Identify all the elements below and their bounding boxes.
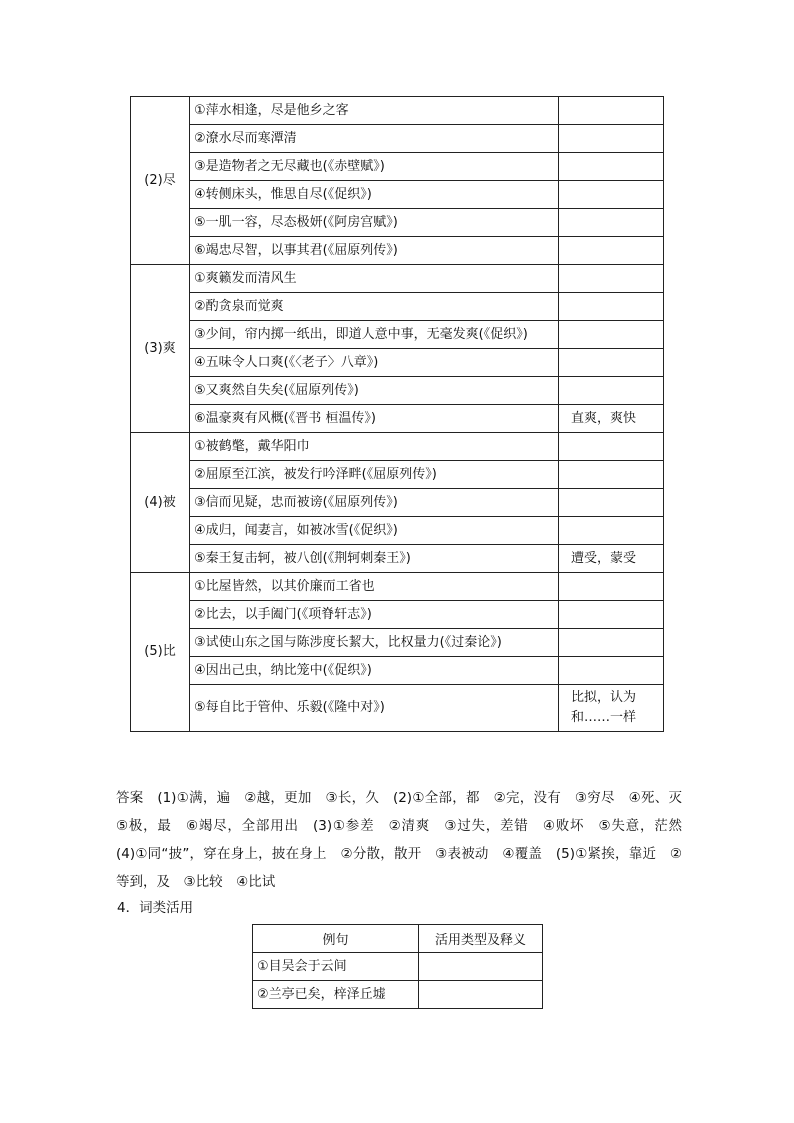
meaning-cell [559, 517, 664, 545]
example-sentence: ③是造物者之无尽藏也(《赤壁赋》) [190, 153, 559, 181]
table-row [131, 293, 664, 321]
example-sentence: ④转侧床头，惟思自尽(《促织》) [190, 181, 559, 209]
example-sentence: ③信而见疑，忠而被谤(《屈原列传》) [190, 489, 559, 517]
meaning-cell: 直爽，爽快 [559, 405, 664, 433]
table-row [131, 405, 664, 433]
example-sentence: ①爽籁发而清风生 [190, 265, 559, 293]
usage-cell [419, 981, 543, 1009]
table-row [131, 209, 664, 237]
example-sentence: ⑥竭忠尽智，以事其君(《屈原列传》) [190, 237, 559, 265]
example-sentence: ④成归，闻妻言，如被冰雪(《促织》) [190, 517, 559, 545]
meaning-cell [559, 433, 664, 461]
group-label: (3)爽 [131, 265, 190, 433]
table-row [131, 489, 664, 517]
table-row [131, 629, 664, 657]
table-row [253, 953, 543, 981]
table-row [131, 461, 664, 489]
meaning-cell [559, 153, 664, 181]
example-sentence: ④因出己虫，纳比笼中(《促织》) [190, 657, 559, 685]
meaning-cell [559, 237, 664, 265]
meaning-cell [559, 181, 664, 209]
table-row [131, 181, 664, 209]
column-header-example: 例句 [253, 925, 419, 953]
example-sentence: ③少间，帘内掷一纸出，即道人意中事，无毫发爽(《促织》) [190, 321, 559, 349]
meaning-cell [559, 97, 664, 125]
section-heading: 4．词类活用 [117, 900, 194, 916]
table-row [131, 321, 664, 349]
group-label: (5)比 [131, 573, 190, 732]
meaning-cell [559, 265, 664, 293]
table-row [131, 237, 664, 265]
example-sentence: ①目吴会于云间 [253, 953, 419, 981]
table-row [131, 573, 664, 601]
meaning-cell [559, 377, 664, 405]
table-row [131, 97, 664, 125]
example-sentence: ②酌贪泉而觉爽 [190, 293, 559, 321]
column-header-usage: 活用类型及释义 [419, 925, 543, 953]
example-sentence: ②兰亭已矣，梓泽丘墟 [253, 981, 419, 1009]
example-sentence: ⑤又爽然自失矣(《屈原列传》) [190, 377, 559, 405]
polysemy-table [130, 96, 664, 732]
table-row [131, 265, 664, 293]
table-row [131, 685, 664, 732]
table-row [131, 601, 664, 629]
table-row [131, 377, 664, 405]
table-row [131, 433, 664, 461]
example-sentence: ②比去，以手阖门(《项脊轩志》) [190, 601, 559, 629]
meaning-cell [559, 489, 664, 517]
meaning-cell [559, 321, 664, 349]
example-sentence: ④五味令人口爽(《〈老子〉八章》) [190, 349, 559, 377]
table-row [131, 125, 664, 153]
example-sentence: ⑤每自比于管仲、乐毅(《隆中对》) [190, 685, 559, 732]
example-sentence: ⑥温豪爽有风概(《晋书 桓温传》) [190, 405, 559, 433]
meaning-cell: 比拟，认为和……一样 [559, 685, 664, 732]
table-row [131, 153, 664, 181]
usage-cell [419, 953, 543, 981]
answer-paragraph: 答案 (1)①满，遍 ②越，更加 ③长，久 (2)①全部，都 ②完，没有 ③穷尽 ④死、灭 ⑤极，最 ⑥竭尽，全部用出 (3)①参差 ②清爽 ③过失，差错 ④败坏 ⑤失意，茫然 (4)①同“披”，穿在身上，披在身上 ②分散，散开 ③表被动 ④覆盖 (5)①紧挨，靠近 ②等到，及 ③比较 ④比试 [116, 790, 696, 890]
meaning-cell [559, 657, 664, 685]
conversion-table [252, 924, 543, 1009]
example-sentence: ⑤秦王复击轲，被八创(《荆轲刺秦王》) [190, 545, 559, 573]
meaning-cell [559, 629, 664, 657]
group-label: (2)尽 [131, 97, 190, 265]
example-sentence: ①比屋皆然，以其价廉而工省也 [190, 573, 559, 601]
meaning-cell: 遭受，蒙受 [559, 545, 664, 573]
example-sentence: ③试使山东之国与陈涉度长絜大，比权量力(《过秦论》) [190, 629, 559, 657]
meaning-cell [559, 349, 664, 377]
meaning-cell [559, 573, 664, 601]
example-sentence: ⑤一肌一容，尽态极妍(《阿房宫赋》) [190, 209, 559, 237]
example-sentence: ①萍水相逢，尽是他乡之客 [190, 97, 559, 125]
meaning-cell [559, 125, 664, 153]
table-row [131, 517, 664, 545]
meaning-cell [559, 293, 664, 321]
table-row [131, 349, 664, 377]
group-label: (4)被 [131, 433, 190, 573]
example-sentence: ①被鹤氅，戴华阳巾 [190, 433, 559, 461]
meaning-cell [559, 209, 664, 237]
table-row [131, 545, 664, 573]
meaning-cell [559, 461, 664, 489]
table-row [253, 981, 543, 1009]
meaning-cell [559, 601, 664, 629]
table-row [131, 657, 664, 685]
example-sentence: ②潦水尽而寒潭清 [190, 125, 559, 153]
example-sentence: ②屈原至江滨，被发行吟泽畔(《屈原列传》) [190, 461, 559, 489]
